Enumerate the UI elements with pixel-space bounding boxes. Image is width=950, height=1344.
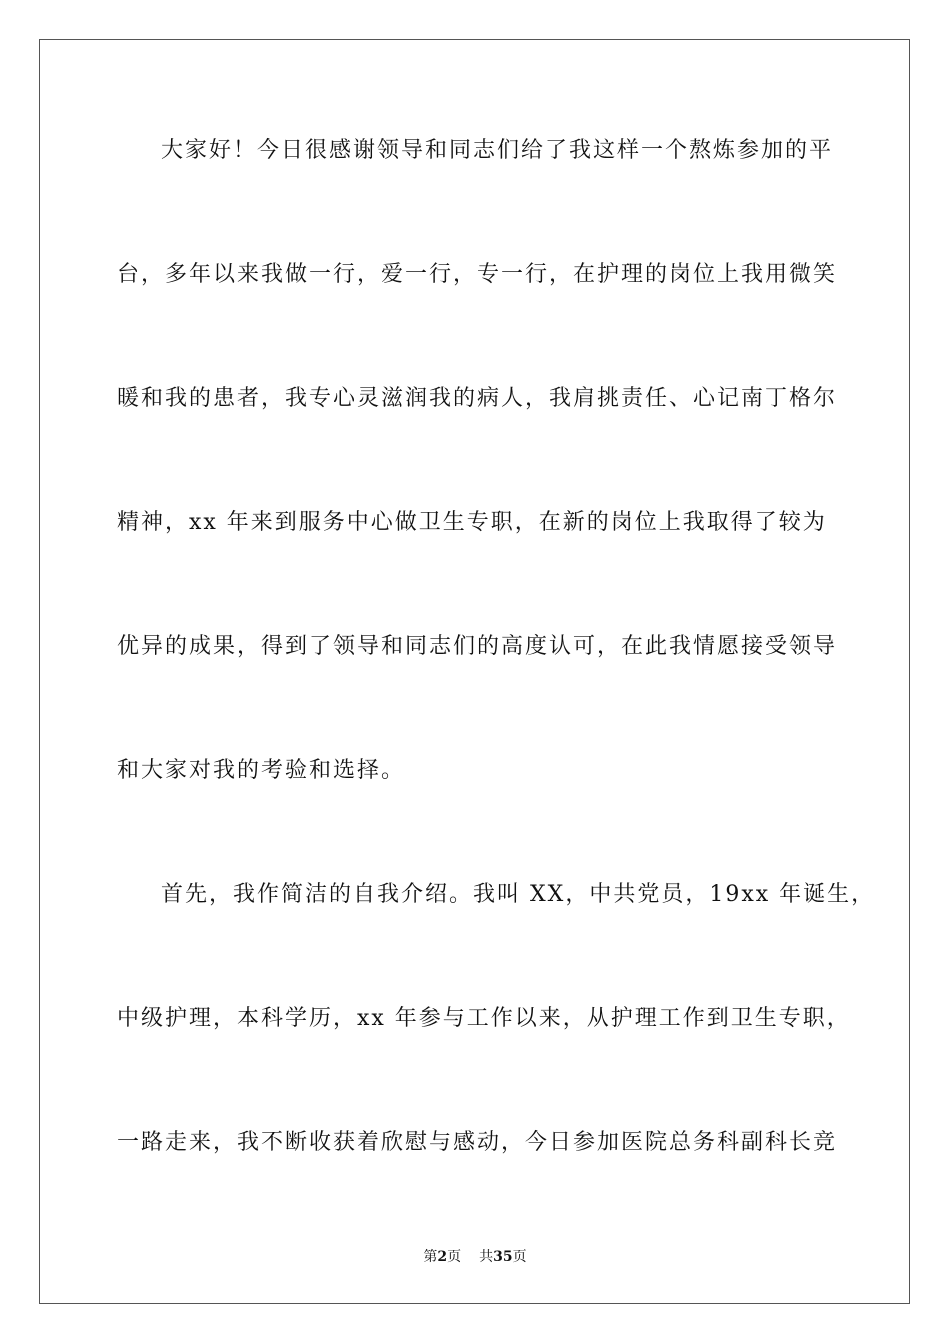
footer-page-total: 35 <box>493 1249 513 1265</box>
footer-page-prefix: 第 <box>423 1249 438 1265</box>
footer-total-suffix: 页 <box>512 1249 527 1265</box>
page-border <box>39 39 910 1304</box>
paragraph-line-6: 和大家对我的考验和选择。 <box>117 758 406 783</box>
paragraph-line-4: 精神，xx 年来到服务中心做卫生专职，在新的岗位上我取得了较为 <box>117 510 827 535</box>
paragraph-line-7: 首先，我作简洁的自我介绍。我叫 XX，中共党员，19xx 年诞生， <box>161 882 876 907</box>
paragraph-line-5: 优异的成果，得到了领导和同志们的高度认可，在此我情愿接受领导 <box>117 634 838 659</box>
paragraph-line-2: 台，多年以来我做一行，爱一行，专一行，在护理的岗位上我用微笑 <box>117 262 838 287</box>
paragraph-line-1: 大家好！今日很感谢领导和同志们给了我这样一个熬炼参加的平 <box>161 138 834 163</box>
paragraph-line-9: 一路走来，我不断收获着欣慰与感动，今日参加医院总务科副科长竞 <box>117 1130 838 1155</box>
footer-page-current: 2 <box>437 1249 448 1265</box>
paragraph-line-3: 暖和我的患者，我专心灵滋润我的病人，我肩挑责任、心记南丁格尔 <box>117 386 838 411</box>
footer-total-prefix: 共 <box>479 1249 494 1265</box>
paragraph-line-8: 中级护理，本科学历，xx 年参与工作以来，从护理工作到卫生专职， <box>117 1006 851 1031</box>
page-footer <box>0 1248 950 1266</box>
footer-page-suffix: 页 <box>447 1249 462 1265</box>
